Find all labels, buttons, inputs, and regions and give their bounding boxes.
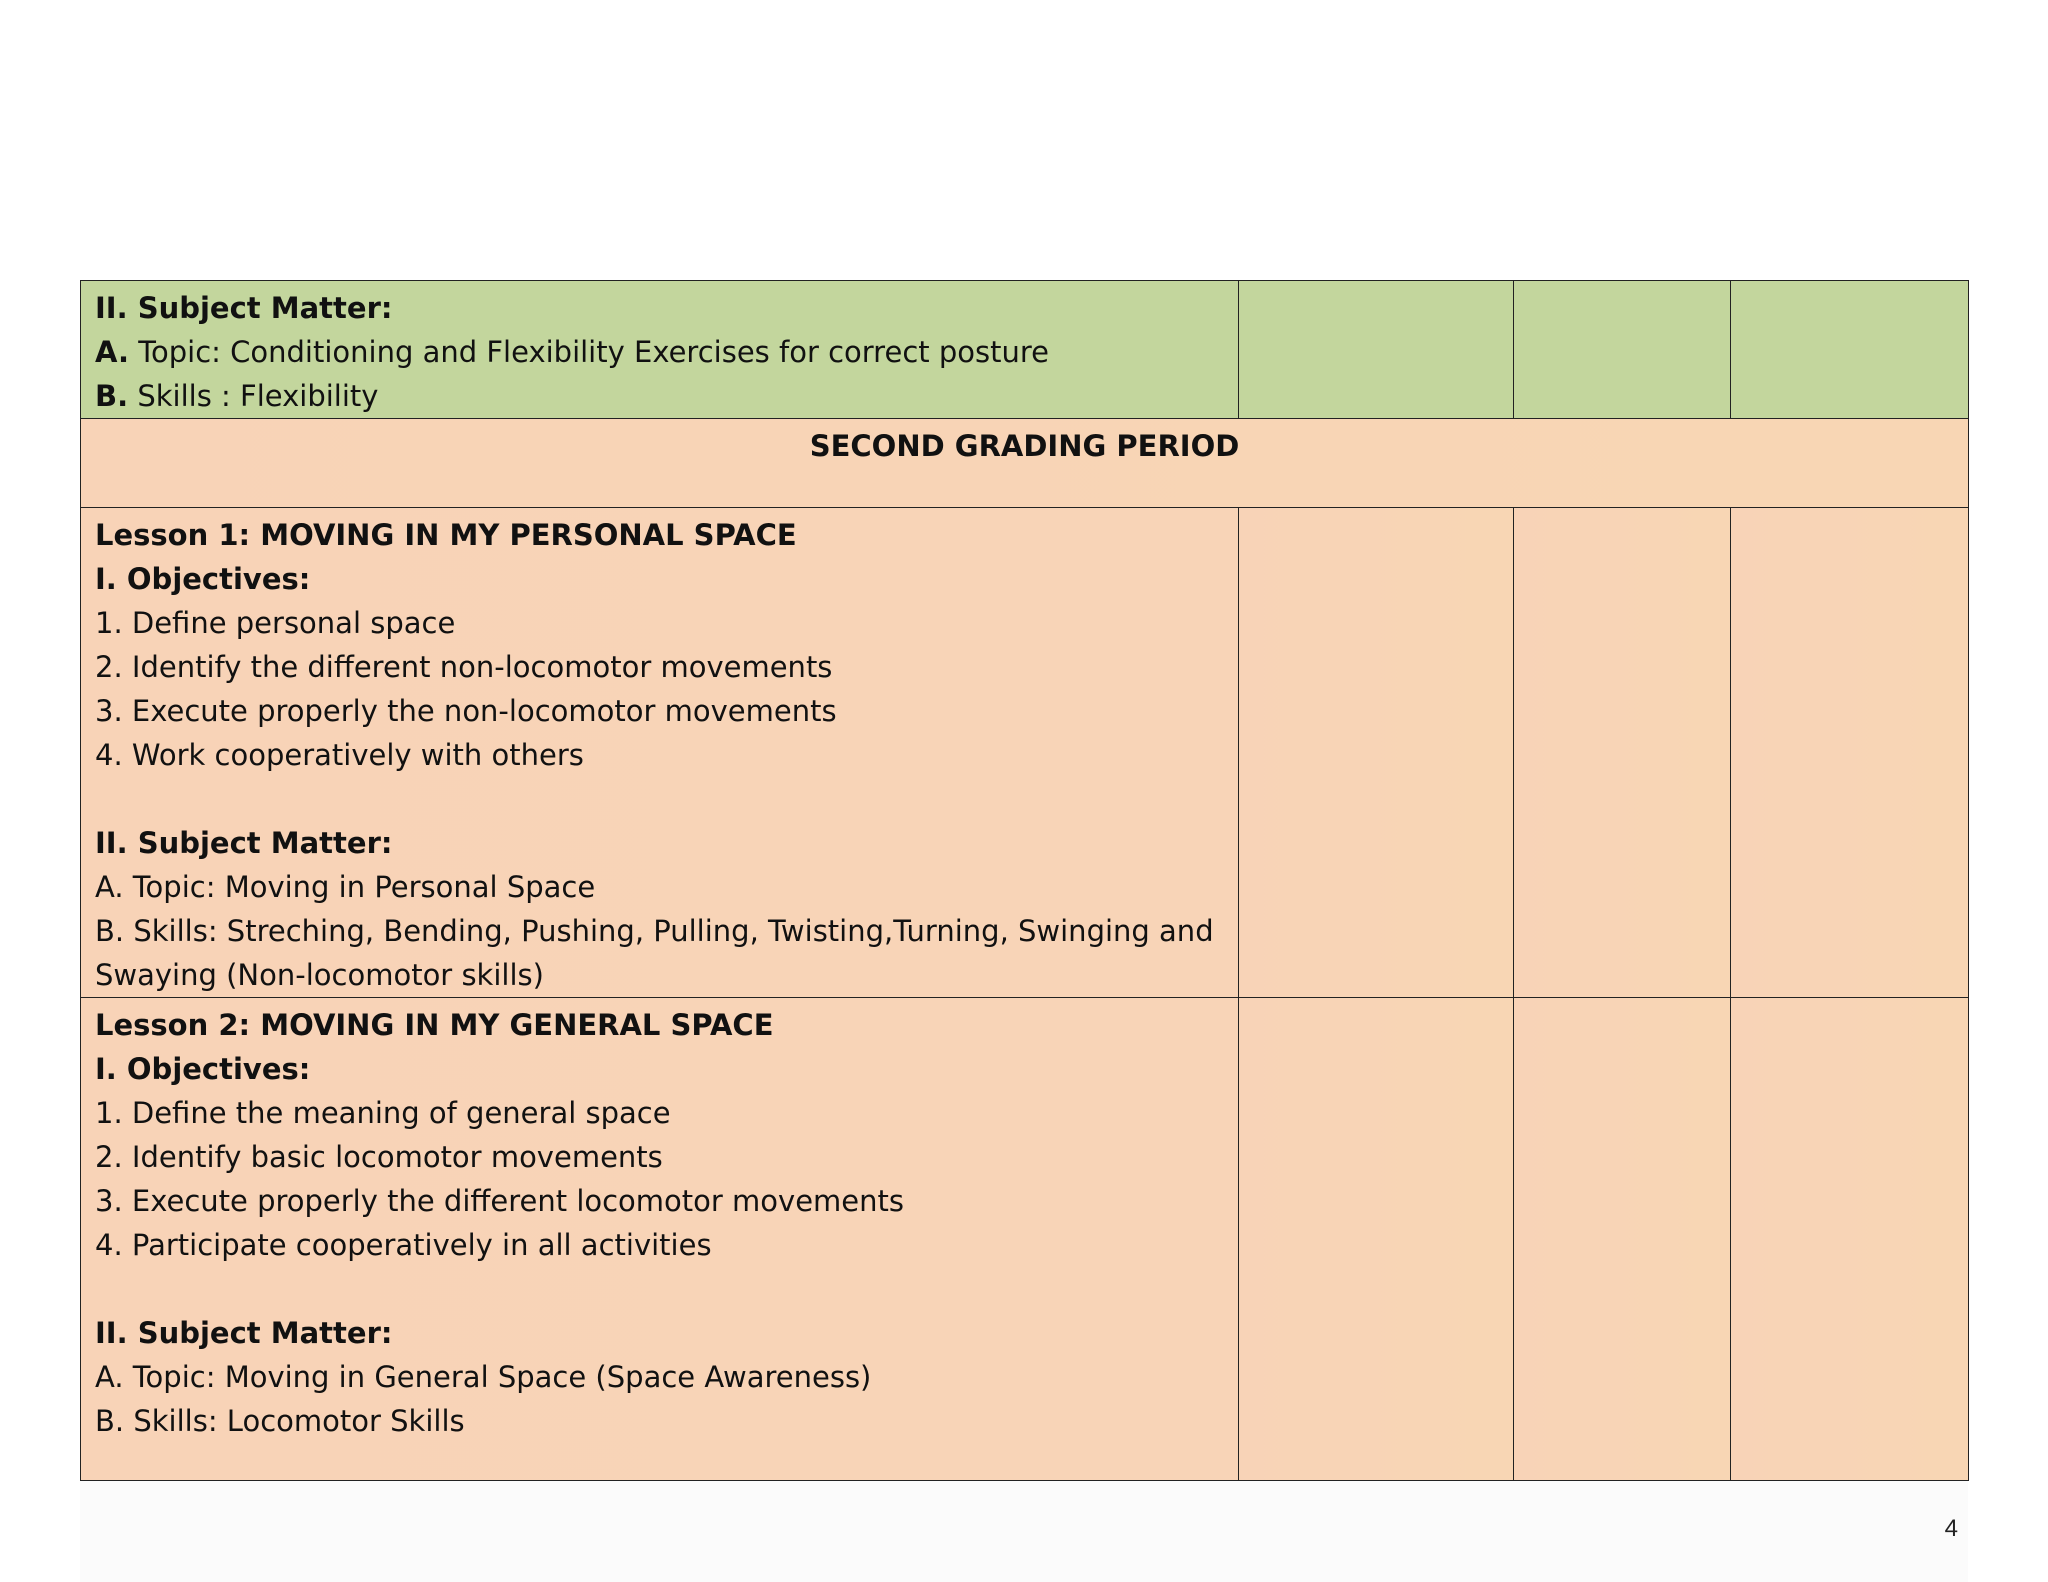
lesson-1-cell <box>81 508 1239 998</box>
spacer <box>95 777 1226 821</box>
lesson-2-objectives-heading: I. Objectives: <box>95 1052 311 1086</box>
lesson-1-row <box>81 508 1969 998</box>
empty-cell <box>1239 508 1514 998</box>
lesson-1-subject-heading: II. Subject Matter: <box>95 826 393 860</box>
topic-line <box>95 330 1226 374</box>
footer-band <box>80 1475 1968 1582</box>
grading-period-cell <box>81 419 1969 508</box>
empty-cell <box>1731 508 1969 998</box>
lesson-1-objectives-heading: I. Objectives: <box>95 562 311 596</box>
lesson-2-objective: 2. Identify basic locomotor movements <box>95 1140 663 1174</box>
grading-period-title: SECOND GRADING PERIOD <box>809 429 1240 463</box>
lesson-2-topic: A. Topic: Moving in General Space (Space Awareness) <box>95 1360 872 1394</box>
lesson-1-objective: 1. Define personal space <box>95 606 456 640</box>
page-number: 4 <box>1944 1515 1958 1542</box>
lesson-2-row <box>81 998 1969 1481</box>
topic-text: Topic: Conditioning and Flexibility Exercises for correct posture <box>129 335 1049 369</box>
lesson-2-title: Lesson 2: MOVING IN MY GENERAL SPACE <box>95 1008 774 1042</box>
lesson-2-subject-heading: II. Subject Matter: <box>95 1316 393 1350</box>
lesson-1-topic: A. Topic: Moving in Personal Space <box>95 870 596 904</box>
skills-prefix: B. <box>95 379 129 413</box>
lesson-1-title: Lesson 1: MOVING IN MY PERSONAL SPACE <box>95 518 797 552</box>
empty-cell <box>1514 281 1731 419</box>
skills-text: Skills : Flexibility <box>128 379 379 413</box>
empty-cell <box>1514 998 1731 1481</box>
lesson-2-objective: 4. Participate cooperatively in all activities <box>95 1228 712 1262</box>
spacer <box>95 1267 1226 1311</box>
lesson-1-objective: 4. Work cooperatively with others <box>95 738 584 772</box>
subject-matter-heading: II. Subject Matter: <box>95 291 393 325</box>
lesson-1-objective: 2. Identify the different non-locomotor movements <box>95 650 833 684</box>
lesson-2-skills: B. Skills: Locomotor Skills <box>95 1404 465 1438</box>
subject-matter-cell <box>81 281 1239 419</box>
lesson-2-cell <box>81 998 1239 1481</box>
empty-cell <box>1239 281 1514 419</box>
skills-line <box>95 374 1226 418</box>
topic-prefix: A. <box>95 335 129 369</box>
empty-cell <box>1731 998 1969 1481</box>
lesson-2-objective: 3. Execute properly the different locomotor movements <box>95 1184 904 1218</box>
lesson-1-objective: 3. Execute properly the non-locomotor movements <box>95 694 837 728</box>
lesson-2-objective: 1. Define the meaning of general space <box>95 1096 671 1130</box>
empty-cell <box>1514 508 1731 998</box>
grading-period-row <box>81 419 1969 508</box>
empty-cell <box>1731 281 1969 419</box>
lesson-plan-table <box>80 280 1969 1481</box>
lesson-1-skills: B. Skills: Streching, Bending, Pushing, Pulling, Twisting,Turning, Swinging and Swaying (Non-locomotor skills) <box>95 914 1214 992</box>
subject-matter-row <box>81 281 1969 419</box>
empty-cell <box>1239 998 1514 1481</box>
